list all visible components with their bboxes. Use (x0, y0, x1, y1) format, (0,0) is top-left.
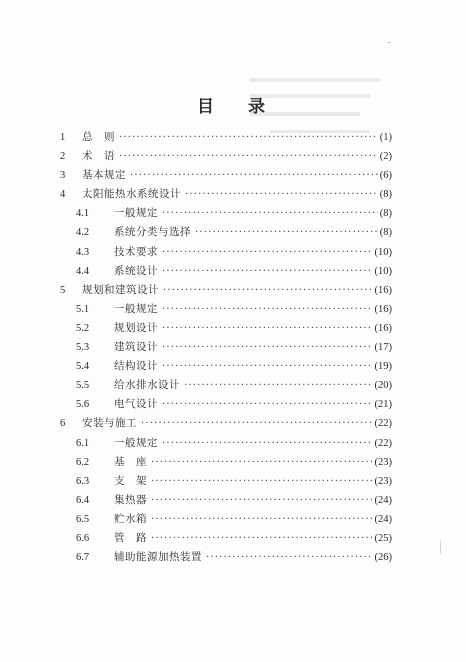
toc-entry-number: 5 (60, 284, 66, 296)
toc-entry-number: 5.4 (76, 361, 90, 373)
toc-entry-label: 总 则 (82, 131, 115, 143)
dot-leader (162, 204, 378, 223)
toc-entry-label: 系统设计 (114, 264, 158, 277)
toc-subentry[interactable] (60, 491, 392, 510)
toc-entry-page: (8) (379, 208, 392, 220)
toc-entry-label: 规划设计 (114, 321, 158, 334)
toc-entry-number: 6.3 (76, 475, 90, 487)
dot-leader (162, 300, 373, 319)
toc-entry-number: 6.1 (76, 437, 90, 449)
toc-entry-page: (24) (374, 494, 392, 506)
dot-leader (195, 223, 378, 242)
toc-entry-number: 6.7 (76, 552, 90, 564)
toc-entry-page: (10) (374, 265, 392, 277)
toc-entry[interactable] (60, 128, 392, 147)
toc-entry-label: 支 架 (114, 474, 147, 487)
toc-entry-number: 4 (60, 189, 66, 201)
toc-subentry[interactable] (60, 204, 392, 223)
toc-subentry[interactable] (60, 300, 392, 319)
toc-entry-page: (6) (379, 170, 392, 182)
table-of-contents (60, 128, 392, 567)
dot-leader (119, 147, 378, 166)
toc-entry-label: 管 路 (114, 531, 147, 544)
toc-entry-page: (21) (374, 399, 392, 411)
dot-leader (162, 357, 373, 376)
toc-entry-page: (1) (379, 132, 392, 143)
toc-entry-label: 集热器 (114, 493, 147, 506)
toc-subentry[interactable] (60, 376, 392, 395)
toc-subentry[interactable] (60, 472, 392, 491)
toc-entry-label: 规划和建筑设计 (82, 283, 159, 296)
dot-leader (162, 319, 373, 338)
toc-entry-page: (16) (374, 322, 392, 334)
toc-entry[interactable] (60, 166, 392, 185)
dot-leader (119, 128, 378, 147)
toc-entry-page: (10) (374, 246, 392, 258)
toc-entry-label: 技术要求 (114, 245, 158, 258)
toc-entry[interactable] (60, 414, 392, 433)
toc-entry-label: 建筑设计 (114, 341, 158, 354)
toc-entry-label: 系统分类与选择 (114, 226, 191, 239)
dot-leader (151, 472, 373, 491)
dot-leader (151, 453, 373, 472)
toc-entry[interactable] (60, 147, 392, 166)
toc-entry-page: (8) (379, 189, 392, 201)
toc-entry-number: 4.1 (76, 208, 90, 220)
toc-entry-number: 4.3 (76, 246, 90, 258)
toc-entry-page: (20) (374, 380, 392, 392)
dot-leader (141, 414, 373, 433)
toc-entry-page: (23) (374, 456, 392, 468)
toc-entry-number: 6 (60, 418, 66, 430)
toc-entry-page: (17) (374, 342, 392, 354)
toc-entry-label: 太阳能热水系统设计 (82, 188, 181, 201)
scan-mark (440, 540, 441, 554)
toc-entry-label: 一般规定 (114, 436, 158, 449)
dot-leader (162, 338, 373, 357)
dot-leader (151, 491, 373, 510)
toc-subentry[interactable] (60, 395, 392, 414)
dot-leader (151, 529, 373, 548)
scan-speck (388, 42, 391, 43)
toc-entry-number: 6.5 (76, 513, 90, 525)
toc-entry-number: 1 (60, 132, 66, 143)
toc-entry-number: 5.1 (76, 303, 90, 315)
toc-entry-label: 结构设计 (114, 360, 158, 373)
toc-entry-page: (2) (379, 151, 392, 163)
toc-entry-number: 4.2 (76, 227, 90, 239)
toc-subentry[interactable] (60, 338, 392, 357)
toc-subentry[interactable] (60, 548, 392, 567)
toc-entry-number: 5.6 (76, 399, 90, 411)
dot-leader (185, 185, 378, 204)
toc-entry-page: (26) (374, 552, 392, 564)
toc-subentry[interactable] (60, 262, 392, 281)
toc-subentry[interactable] (60, 357, 392, 376)
dot-leader (206, 548, 373, 567)
toc-entry-number: 6.6 (76, 532, 90, 544)
toc-entry-page: (16) (374, 303, 392, 315)
toc-entry-page: (22) (374, 418, 392, 430)
dot-leader (184, 376, 373, 395)
toc-entry-page: (19) (374, 361, 392, 373)
toc-subentry[interactable] (60, 529, 392, 548)
toc-entry[interactable] (60, 281, 392, 300)
toc-entry-label: 一般规定 (114, 207, 158, 220)
toc-entry-label: 一般规定 (114, 302, 158, 315)
dot-leader (130, 166, 378, 185)
dot-leader (151, 510, 373, 529)
toc-subentry[interactable] (60, 434, 392, 453)
dot-leader (162, 262, 373, 281)
toc-entry-page: (23) (374, 475, 392, 487)
toc-entry-page: (24) (374, 513, 392, 525)
dot-leader (163, 281, 373, 300)
toc-entry-label: 贮水箱 (114, 512, 147, 525)
toc-entry-label: 电气设计 (114, 398, 158, 411)
toc-subentry[interactable] (60, 223, 392, 242)
toc-entry-page: (25) (374, 532, 392, 544)
toc-subentry[interactable] (60, 453, 392, 472)
toc-entry-number: 3 (60, 170, 66, 182)
toc-entry-number: 4.4 (76, 265, 90, 277)
toc-entry-number: 6.2 (76, 456, 90, 468)
toc-entry-page: (22) (374, 437, 392, 449)
toc-subentry[interactable] (60, 510, 392, 529)
toc-entry-page: (16) (374, 284, 392, 296)
toc-entry-label: 给水排水设计 (114, 379, 180, 392)
toc-entry-number: 5.3 (76, 342, 90, 354)
toc-subentry[interactable] (60, 243, 392, 262)
toc-entry-number: 5.5 (76, 380, 90, 392)
toc-entry-label: 安装与施工 (82, 417, 137, 430)
dot-leader (162, 395, 373, 414)
toc-entry-page: (8) (379, 227, 392, 239)
toc-entry-label: 术 语 (82, 150, 115, 163)
toc-entry-number: 6.4 (76, 494, 90, 506)
toc-subentry[interactable] (60, 319, 392, 338)
dot-leader (162, 243, 373, 262)
toc-entry[interactable] (60, 185, 392, 204)
toc-entry-number: 5.2 (76, 322, 90, 334)
toc-entry-label: 基本规定 (82, 169, 126, 182)
toc-entry-number: 2 (60, 151, 66, 163)
toc-entry-label: 辅助能源加热装置 (114, 551, 202, 564)
page-title: 目 录 (197, 97, 279, 117)
dot-leader (162, 434, 373, 453)
toc-entry-label: 基 座 (114, 455, 147, 468)
